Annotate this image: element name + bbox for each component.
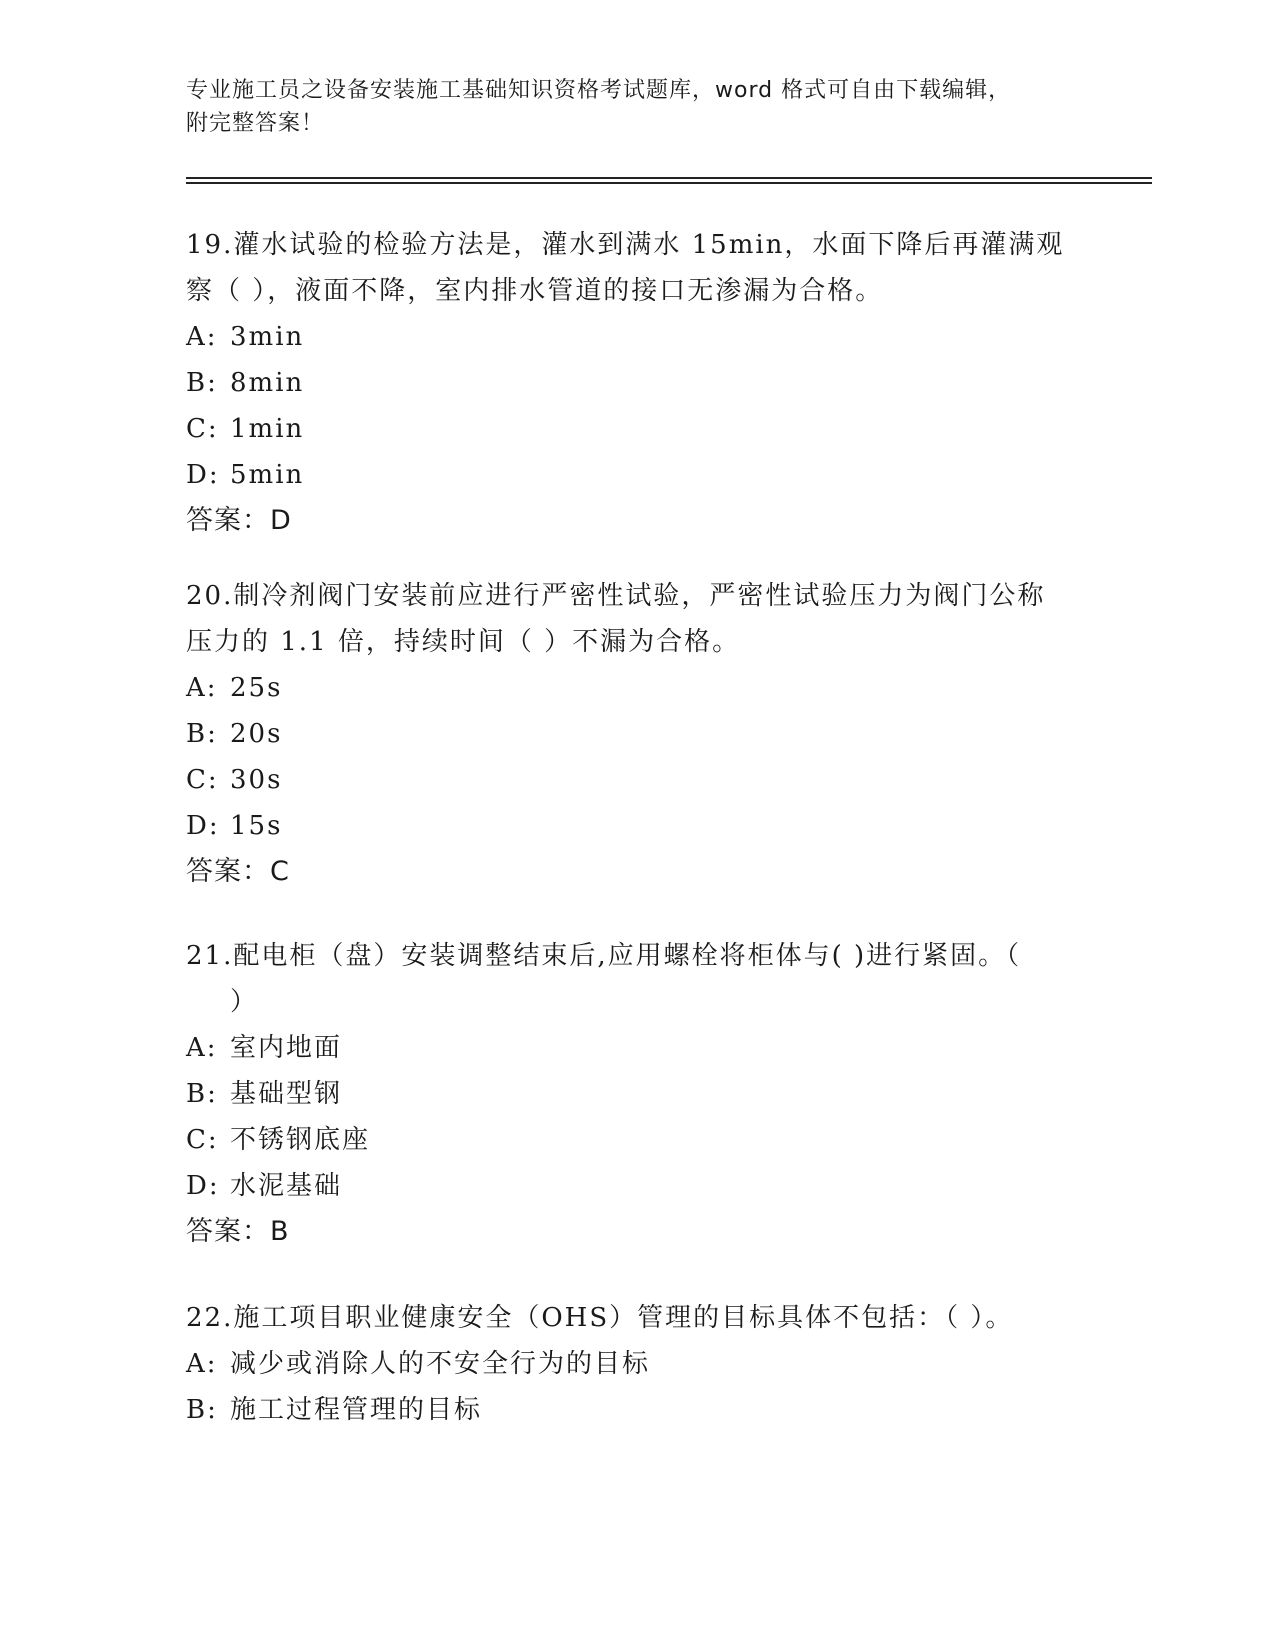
question-text xyxy=(186,222,1066,314)
option-text: 基础型钢 xyxy=(230,1079,343,1109)
header-divider-top xyxy=(186,177,1152,179)
option-letter: B: xyxy=(186,719,218,749)
option-letter: B: xyxy=(186,1079,218,1109)
question-21 xyxy=(186,933,1066,1255)
option-text: 水泥基础 xyxy=(230,1171,343,1201)
option-text: 15s xyxy=(230,811,283,841)
document-header xyxy=(186,74,1066,140)
question-text xyxy=(186,1295,1066,1341)
option-d xyxy=(186,803,1066,849)
option-letter: C: xyxy=(186,1125,219,1155)
option-b xyxy=(186,1387,1066,1433)
option-text: 20s xyxy=(230,719,283,749)
option-text: 3min xyxy=(230,322,305,352)
option-text: 不锈钢底座 xyxy=(230,1125,371,1155)
option-text: 减少或消除人的不安全行为的目标 xyxy=(230,1349,651,1379)
question-line-2: ） xyxy=(230,987,259,1017)
header-line-1: 专业施工员之设备安装施工基础知识资格考试题库，word 格式可自由下载编辑， xyxy=(186,78,1012,103)
option-a xyxy=(186,314,1066,360)
option-d xyxy=(186,1163,1066,1209)
question-text xyxy=(186,933,1066,1025)
option-b xyxy=(186,711,1066,757)
question-line-1: 20.制冷剂阀门安装前应进行严密性试验，严密性试验压力为阀门公称 xyxy=(186,581,1046,611)
option-letter: A: xyxy=(186,1033,218,1063)
header-divider-bottom xyxy=(186,182,1152,184)
option-letter: A: xyxy=(186,673,218,703)
question-22 xyxy=(186,1295,1066,1433)
option-b xyxy=(186,1071,1066,1117)
question-text xyxy=(186,573,1066,665)
option-c xyxy=(186,406,1066,452)
option-letter: C: xyxy=(186,414,219,444)
option-a xyxy=(186,665,1066,711)
question-19 xyxy=(186,222,1066,544)
option-letter: D: xyxy=(186,811,220,841)
option-c xyxy=(186,757,1066,803)
question-line-2: 压力的 1.1 倍，持续时间（ ）不漏为合格。 xyxy=(186,627,741,657)
option-text: 30s xyxy=(230,765,283,795)
question-line-1: 21.配电柜（盘）安装调整结束后,应用螺栓将柜体与( )进行紧固。（ xyxy=(186,941,1022,971)
option-text: 1min xyxy=(230,414,305,444)
option-letter: A: xyxy=(186,322,218,352)
option-text: 室内地面 xyxy=(230,1033,343,1063)
option-a xyxy=(186,1025,1066,1071)
question-20 xyxy=(186,573,1066,895)
option-letter: A: xyxy=(186,1349,218,1379)
option-d xyxy=(186,452,1066,498)
option-letter: D: xyxy=(186,460,220,490)
option-text: 5min xyxy=(230,460,305,490)
option-text: 施工过程管理的目标 xyxy=(230,1395,483,1425)
option-c xyxy=(186,1117,1066,1163)
option-letter: C: xyxy=(186,765,219,795)
option-text: 8min xyxy=(230,368,305,398)
option-a xyxy=(186,1341,1066,1387)
answer-label: 答案：B xyxy=(186,1216,290,1247)
option-text: 25s xyxy=(230,673,283,703)
question-line-1: 22.施工项目职业健康安全（OHS）管理的目标具体不包括：（ ）。 xyxy=(186,1303,1014,1333)
header-line-2: 附完整答案！ xyxy=(186,111,325,136)
option-letter: B: xyxy=(186,368,218,398)
option-letter: B: xyxy=(186,1395,218,1425)
option-letter: D: xyxy=(186,1171,220,1201)
question-line-2: 察（ ），液面不降，室内排水管道的接口无渗漏为合格。 xyxy=(186,276,884,306)
answer-label: 答案：D xyxy=(186,505,292,536)
answer-label: 答案：C xyxy=(186,856,290,887)
question-line-1: 19.灌水试验的检验方法是，灌水到满水 15min，水面下降后再灌满观 xyxy=(186,230,1065,260)
option-b xyxy=(186,360,1066,406)
